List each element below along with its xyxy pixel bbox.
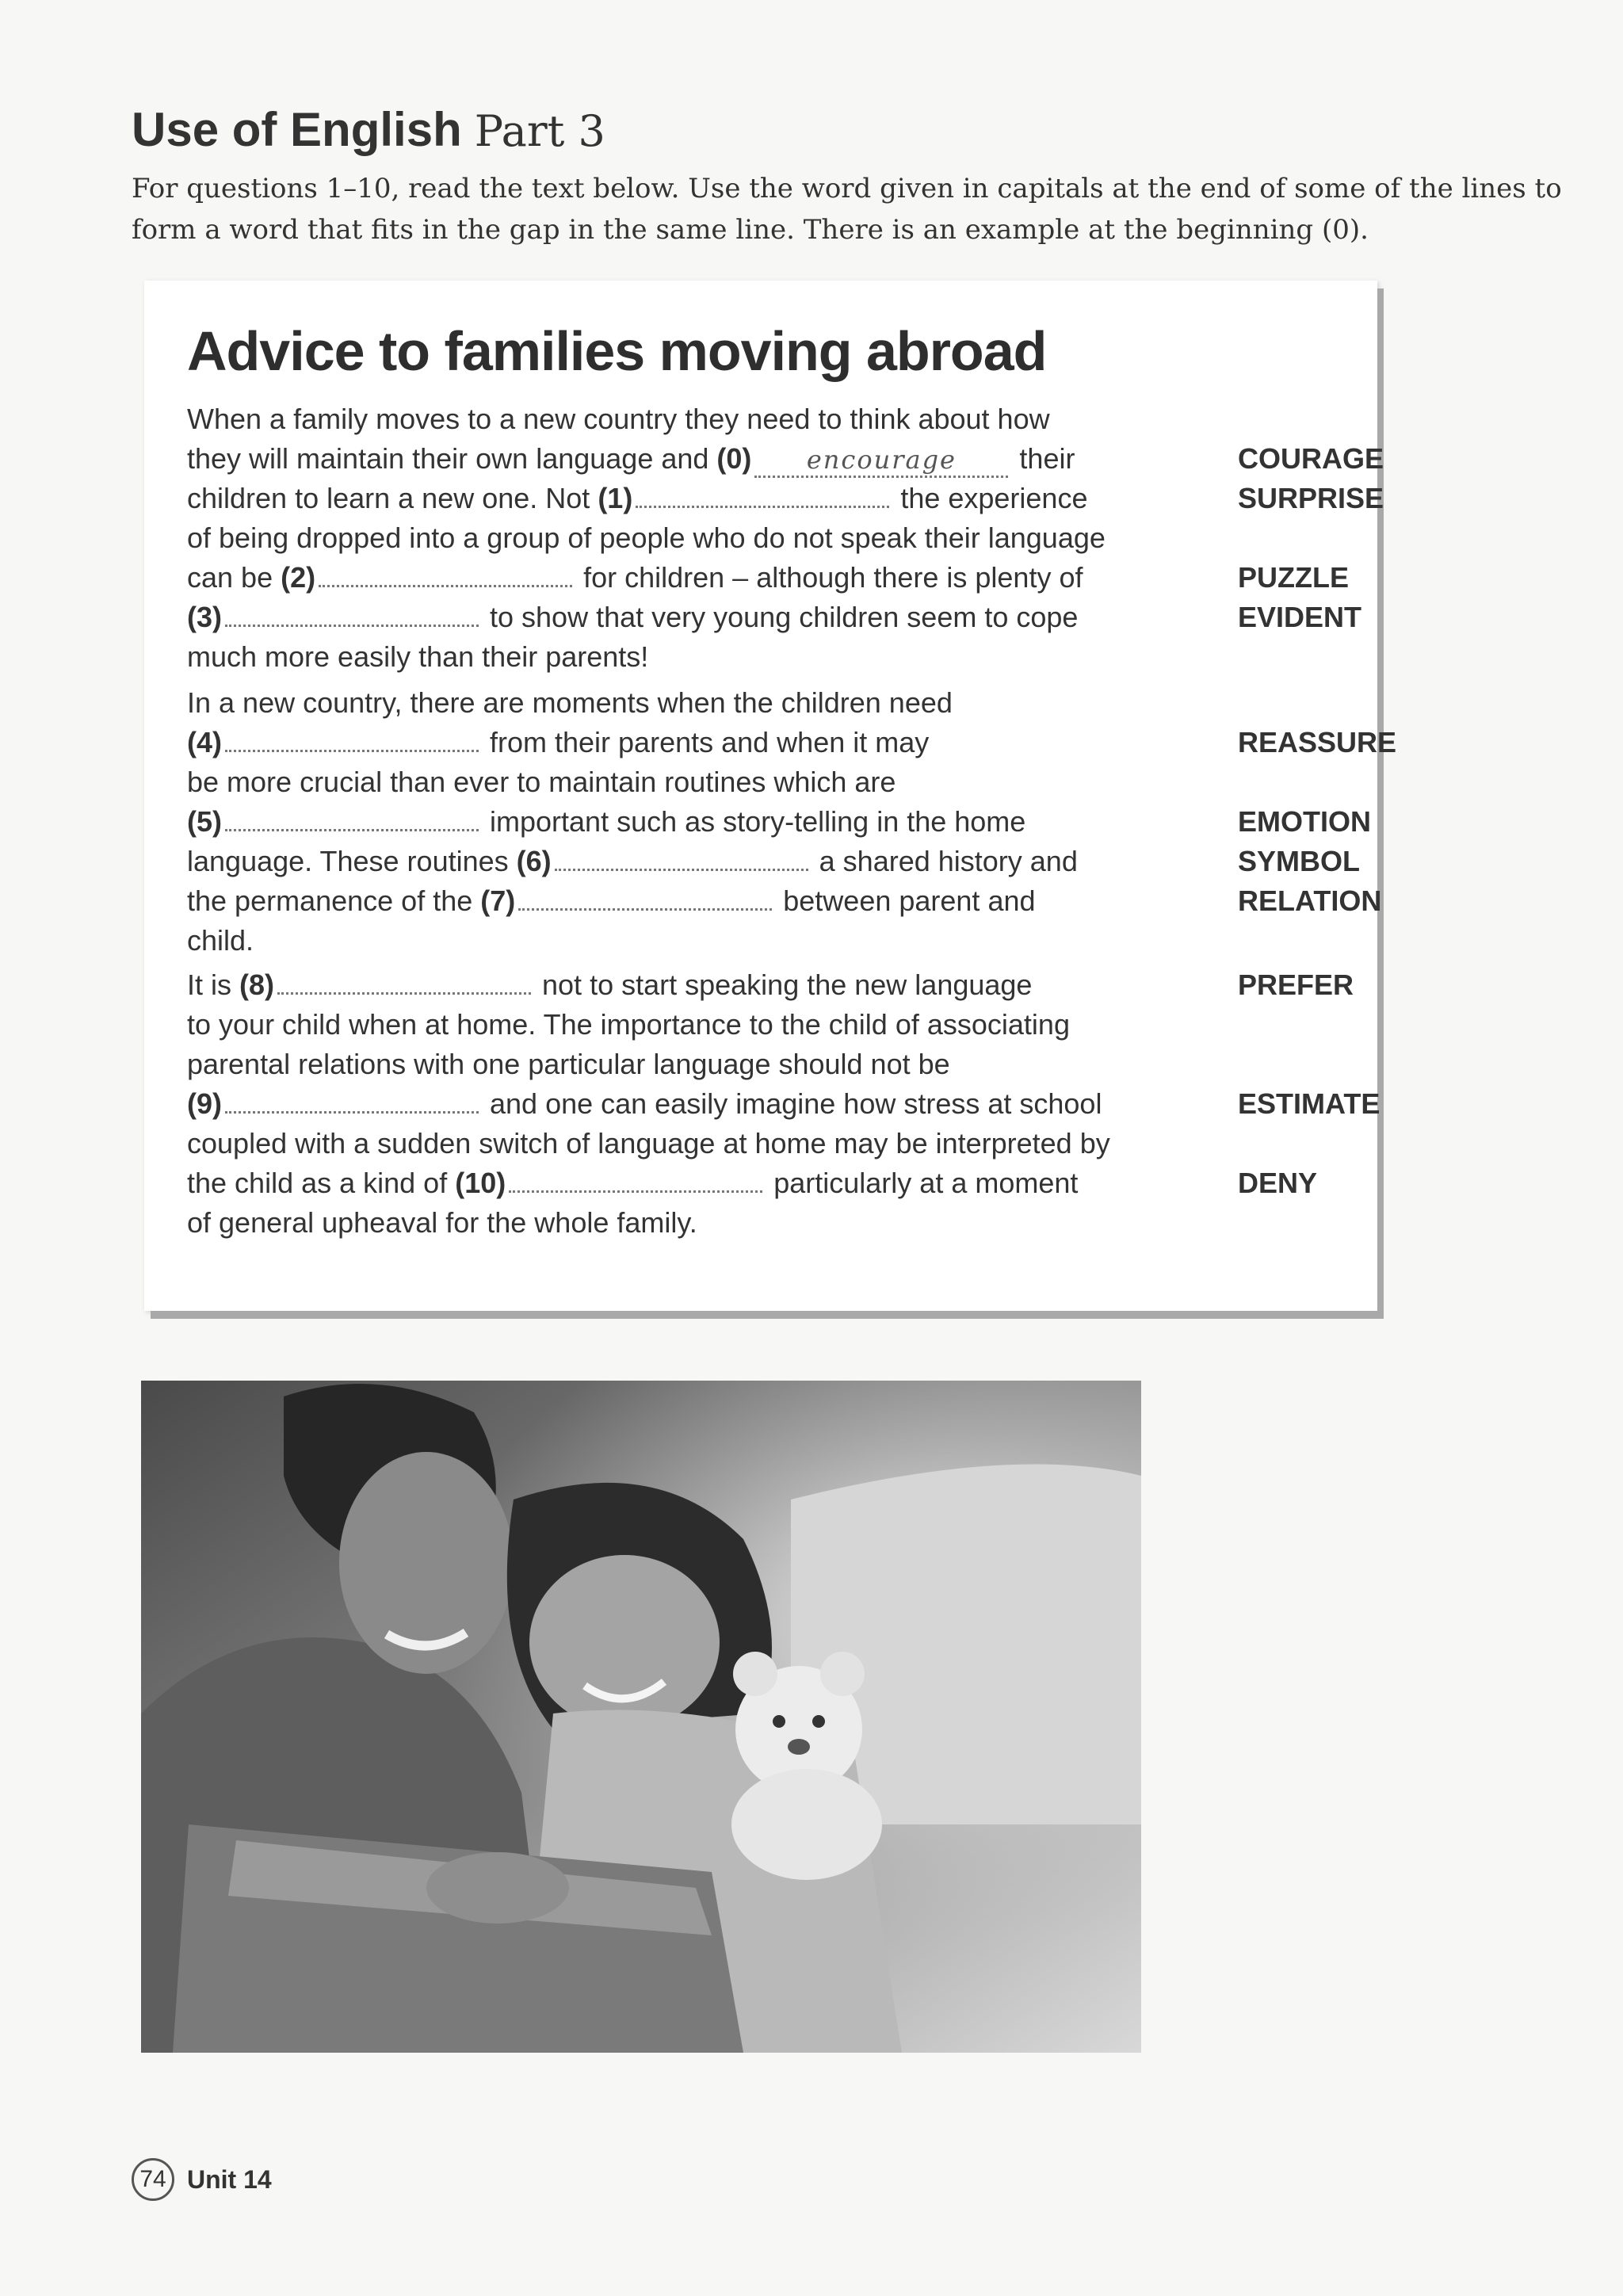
section-title: Use of English: [132, 103, 462, 156]
question-number: (10): [455, 1167, 506, 1199]
keyword-prompt: RELATION: [1238, 884, 1382, 917]
line-text-segment: they will maintain their own language and: [187, 442, 717, 475]
line-text-segment: children to learn a new one. Not: [187, 482, 598, 514]
line-text: [187, 1163, 1079, 1203]
article-paragraph-1: [187, 399, 1384, 677]
keyword-prompt: PREFER: [1238, 968, 1354, 1001]
keyword-prompt: COURAGE: [1238, 442, 1384, 475]
answer-gap[interactable]: [319, 580, 572, 587]
text-line: [187, 802, 1371, 842]
line-text: [187, 762, 1059, 802]
line-text: [187, 723, 1059, 762]
keyword-prompt: EVIDENT: [1238, 601, 1362, 633]
answer-gap[interactable]: [225, 1106, 479, 1114]
question-number: (2): [281, 561, 316, 594]
answer-gap[interactable]: [225, 620, 479, 627]
line-text-segment: the permanence of the: [187, 884, 481, 917]
line-text: [187, 1005, 1070, 1045]
line-text-segment: particularly at a moment: [766, 1167, 1079, 1199]
answer-gap[interactable]: [636, 501, 889, 508]
text-line: [187, 723, 1397, 762]
line-text: [187, 558, 1083, 598]
keyword-prompt: REASSURE: [1238, 726, 1397, 758]
text-line: [187, 518, 1296, 558]
text-line: [187, 1163, 1318, 1203]
question-number: (4): [187, 726, 222, 758]
keyword-prompt: PUZZLE: [1238, 561, 1349, 594]
keyword-prompt: DENY: [1238, 1167, 1318, 1199]
line-text: [187, 965, 1059, 1005]
line-text-segment: be more crucial than ever to maintain routines which are: [187, 766, 896, 798]
article-paragraph-3: [187, 965, 1381, 1243]
line-text-segment: child.: [187, 924, 254, 957]
answer-gap[interactable]: [555, 864, 808, 871]
line-text: [187, 479, 1088, 518]
line-text: [187, 683, 1059, 723]
text-line: [187, 1124, 1296, 1163]
line-text: [187, 1124, 1110, 1163]
question-number: (8): [239, 968, 275, 1001]
line-text: [187, 881, 1059, 921]
line-text: [187, 1203, 1059, 1243]
line-text-segment: of general upheaval for the whole family.: [187, 1206, 697, 1239]
unit-label: Unit 14: [187, 2164, 272, 2194]
line-text: [187, 518, 1106, 558]
line-text: [187, 802, 1059, 842]
photo-illustration: [141, 1381, 1141, 2053]
line-text-segment: to your child when at home. The importance to the child of associating: [187, 1008, 1070, 1041]
question-number: (3): [187, 601, 222, 633]
text-line: [187, 479, 1384, 518]
line-text-segment: to show that very young children seem to cope: [482, 601, 1079, 633]
text-line: [187, 598, 1362, 637]
line-text-segment: coupled with a sudden switch of language at home may be interpreted by: [187, 1127, 1110, 1159]
question-number: (7): [480, 884, 516, 917]
line-text-segment: of being dropped into a group of people who do not speak their language: [187, 521, 1106, 554]
line-text-segment: a shared history and: [811, 845, 1078, 877]
example-answer: encourage: [806, 445, 957, 475]
text-line: [187, 1084, 1381, 1124]
answer-gap[interactable]: [225, 824, 479, 831]
line-text: [187, 598, 1079, 637]
line-text: [187, 637, 1059, 677]
text-line: [187, 1005, 1296, 1045]
instructions: For questions 1–10, read the text below. Use the word given in capitals at the end of some of the lines to form a word that fits in the gap in the same line. There is an example at the beginning (0).: [132, 173, 1562, 246]
line-text-segment: In a new country, there are moments when the children need: [187, 686, 953, 719]
text-line: [187, 683, 1296, 723]
text-line: [187, 842, 1361, 881]
text-line: [187, 1045, 1296, 1084]
line-text-segment: language. These routines: [187, 845, 517, 877]
question-number: (6): [516, 845, 552, 877]
line-text: [187, 1045, 1059, 1084]
keyword-prompt: SYMBOL: [1238, 845, 1361, 877]
page-footer: [132, 2156, 272, 2203]
line-text-segment: the child as a kind of: [187, 1167, 456, 1199]
line-text: [187, 439, 1075, 479]
keyword-prompt: SURPRISE: [1238, 482, 1384, 514]
page-number: 74: [132, 2158, 174, 2201]
answer-gap[interactable]: [518, 904, 772, 911]
line-text: [187, 921, 1059, 961]
example-answer-gap: [754, 443, 1008, 478]
answer-gap[interactable]: [277, 988, 531, 995]
question-number: (9): [187, 1087, 222, 1120]
line-text-segment: parental relations with one particular language should not be: [187, 1048, 950, 1080]
line-text-segment: not to start speaking the new language: [534, 968, 1033, 1001]
section-heading: [132, 101, 605, 160]
line-text-segment: It is: [187, 968, 240, 1001]
line-text-segment: can be: [187, 561, 281, 594]
line-text-segment: When a family moves to a new country they need to think about how: [187, 403, 1050, 435]
line-text: [187, 842, 1078, 881]
text-line: [187, 558, 1349, 598]
section-part: Part 3: [474, 106, 605, 156]
line-text-segment: and one can easily imagine how stress at school: [482, 1087, 1102, 1120]
article-title: Advice to families moving abroad: [187, 320, 1047, 382]
article-box: [144, 281, 1397, 1311]
line-text-segment: their: [1011, 442, 1075, 475]
keyword-prompt: ESTIMATE: [1238, 1087, 1381, 1120]
text-line: [187, 881, 1382, 921]
keyword-prompt: EMOTION: [1238, 805, 1371, 838]
question-number: (5): [187, 805, 222, 838]
line-text-segment: between parent and: [775, 884, 1036, 917]
line-text-segment: important such as story-telling in the home: [482, 805, 1026, 838]
answer-gap[interactable]: [509, 1186, 762, 1193]
line-text: [187, 1084, 1102, 1124]
line-text-segment: much more easily than their parents!: [187, 640, 649, 673]
text-line: [187, 762, 1296, 802]
line-text-segment: from their parents and when it may: [482, 726, 930, 758]
text-line: [187, 965, 1354, 1005]
line-text: [187, 399, 1059, 439]
text-line: [187, 1203, 1296, 1243]
line-text-segment: for children – although there is plenty of: [575, 561, 1083, 594]
question-number: (0): [716, 442, 752, 475]
photo-mother-daughter-reading: [141, 1381, 1141, 2053]
answer-gap[interactable]: [225, 745, 479, 752]
article-paragraph-2: [187, 683, 1397, 961]
question-number: (1): [598, 482, 633, 514]
text-line: [187, 637, 1296, 677]
line-text-segment: the experience: [892, 482, 1088, 514]
text-line: [187, 921, 1296, 961]
text-line: [187, 399, 1296, 439]
text-line: [187, 439, 1384, 479]
